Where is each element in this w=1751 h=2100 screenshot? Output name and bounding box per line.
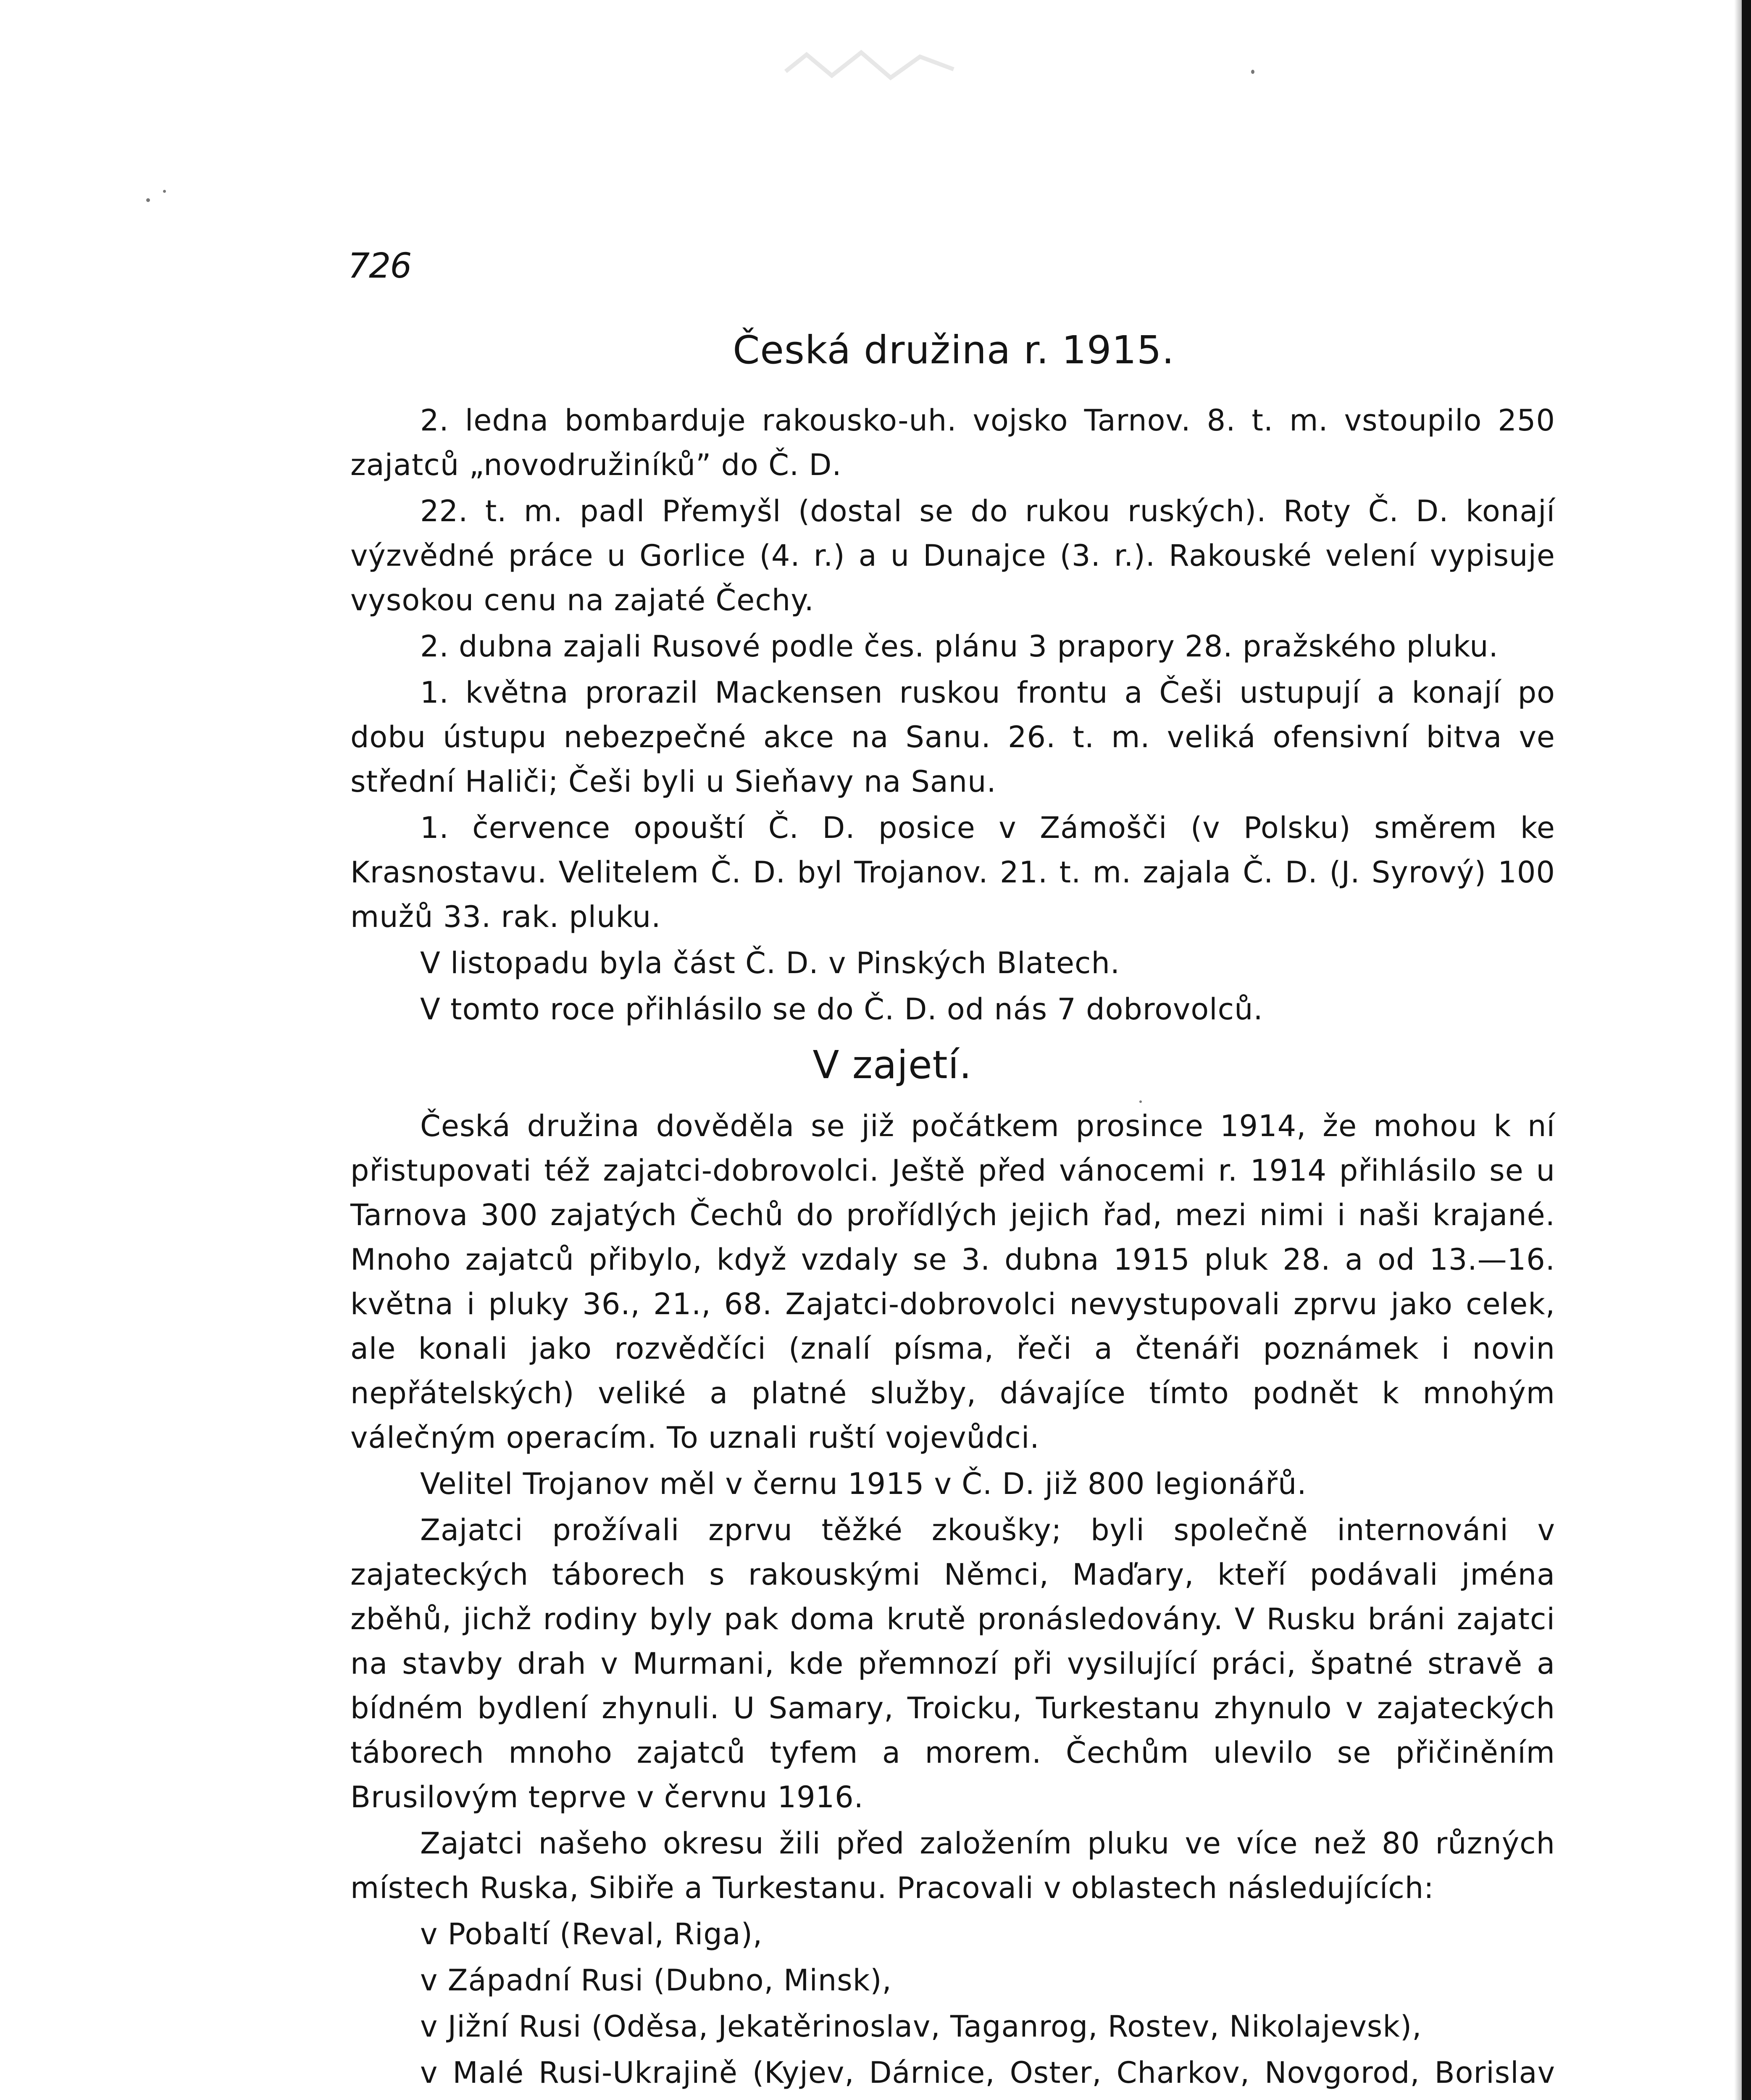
list-item: v Jižní Rusi (Oděsa, Jekatěrinoslav, Taganrog, Rostev, Nikolajevsk), bbox=[420, 2009, 1422, 2044]
paragraph: 1. května prorazil Mackensen ruskou frontu a Češi ustupují a konají po dobu ústupu nebezpečné akce na Sanu. 26. t. m. veliká ofensivní bitva ve střední Haliči; Češi byli u Sieňavy na Sanu. bbox=[350, 675, 1555, 799]
paragraph: 2. dubna zajali Rusové podle čes. plánu 3 prapory 28. pražského pluku. bbox=[420, 629, 1499, 664]
paragraph: V tomto roce přihlásilo se do Č. D. od nás 7 dobrovolců. bbox=[420, 992, 1263, 1026]
dust-speck bbox=[1251, 70, 1254, 74]
paragraph: 1. července opouští Č. D. posice v Zámošči (v Polsku) směrem ke Krasnostavu. Velitelem Č. D. byl Trojanov. 21. t. m. zajala Č. D. (J. Syrový) 100 mužů 33. rak. pluku. bbox=[350, 811, 1555, 934]
paragraph: Velitel Trojanov měl v černu 1915 v Č. D. již 800 legionářů. bbox=[420, 1467, 1307, 1501]
list-item: v Malé Rusi-Ukrajině (Kyjev, Dárnice, Oster, Charkov, Novgorod, Borislav bbox=[420, 2055, 1555, 2090]
section-body-ceska-druzina bbox=[350, 398, 1555, 1033]
paragraph: Zajatci našeho okresu žili před založením pluku ve více než 80 různých místech Ruska, Sibiře a Turkestanu. Pracovali v oblastech následujících: bbox=[350, 1826, 1555, 1905]
paragraph: Česká družina dověděla se již počátkem prosince 1914, že mohou k ní přistupovati též zajatci-dobrovolci. Ještě před vánocemi r. 1914 přihlásilo se u Tarnova 300 zajatých Čechů do prořídlých jejich řad, mezi nimi i naši krajané. Mnoho zajatců přibylo, když vzdaly se 3. dubna 1915 pluk 28. a od 13.—16. května i pluky 36., 21., 68. Zajatci-dobrovolci nevystupovali zprvu jako celek, ale konali jako rozvědčíci (znalí písma, řeči a čtenáři poznámek i novin nepřátelských) veliké a platné služby, dávajíce tímto podnět k mnohým válečným operacím. To uznali ruští vojevůdci. bbox=[350, 1109, 1555, 1455]
section-title-v-zajeti: V zajetí. bbox=[812, 1042, 972, 1087]
section-body-v-zajeti bbox=[350, 1104, 1555, 2100]
faint-bleed-through-mark bbox=[781, 46, 958, 84]
paragraph: V listopadu byla část Č. D. v Pinských Blatech. bbox=[420, 946, 1120, 980]
paragraph: Zajatci prožívali zprvu těžké zkoušky; byli společně internováni v zajateckých táborech s rakouskými Němci, Maďary, kteří podávali jména zběhů, jichž rodiny byly pak doma krutě pronásledovány. V Rusku bráni zajatci na stavby drah v Murmani, kde přemnozí při vysilující práci, špatné stravě a bídném bydlení zhynuli. U Samary, Troicku, Turkestanu zhynulo v zajateckých táborech mnoho zajatců tyfem a morem. Čechům ulevilo se přičiněním Brusilovým teprve v červnu 1916. bbox=[350, 1513, 1555, 1814]
list-item: v Pobaltí (Reval, Riga), bbox=[420, 1917, 763, 1951]
dust-speck bbox=[146, 198, 150, 202]
list-item: v Západní Rusi (Dubno, Minsk), bbox=[420, 1963, 892, 1998]
paragraph: 22. t. m. padl Přemyšl (dostal se do rukou ruských). Roty Č. D. konají výzvědné práce u Gorlice (4. r.) a u Dunajce (3. r.). Rakouské velení vypisuje vysokou cenu na zajaté Čechy. bbox=[350, 494, 1555, 617]
dust-speck bbox=[1139, 1100, 1142, 1103]
section-title-ceska-druzina: Česká družina r. 1915. bbox=[733, 328, 1175, 373]
dust-speck bbox=[163, 190, 166, 193]
paragraph: 2. ledna bombarduje rakousko-uh. vojsko Tarnov. 8. t. m. vstoupilo 250 zajatců „novodružiníků” do Č. D. bbox=[350, 403, 1555, 482]
page-number: 726 bbox=[348, 246, 411, 286]
